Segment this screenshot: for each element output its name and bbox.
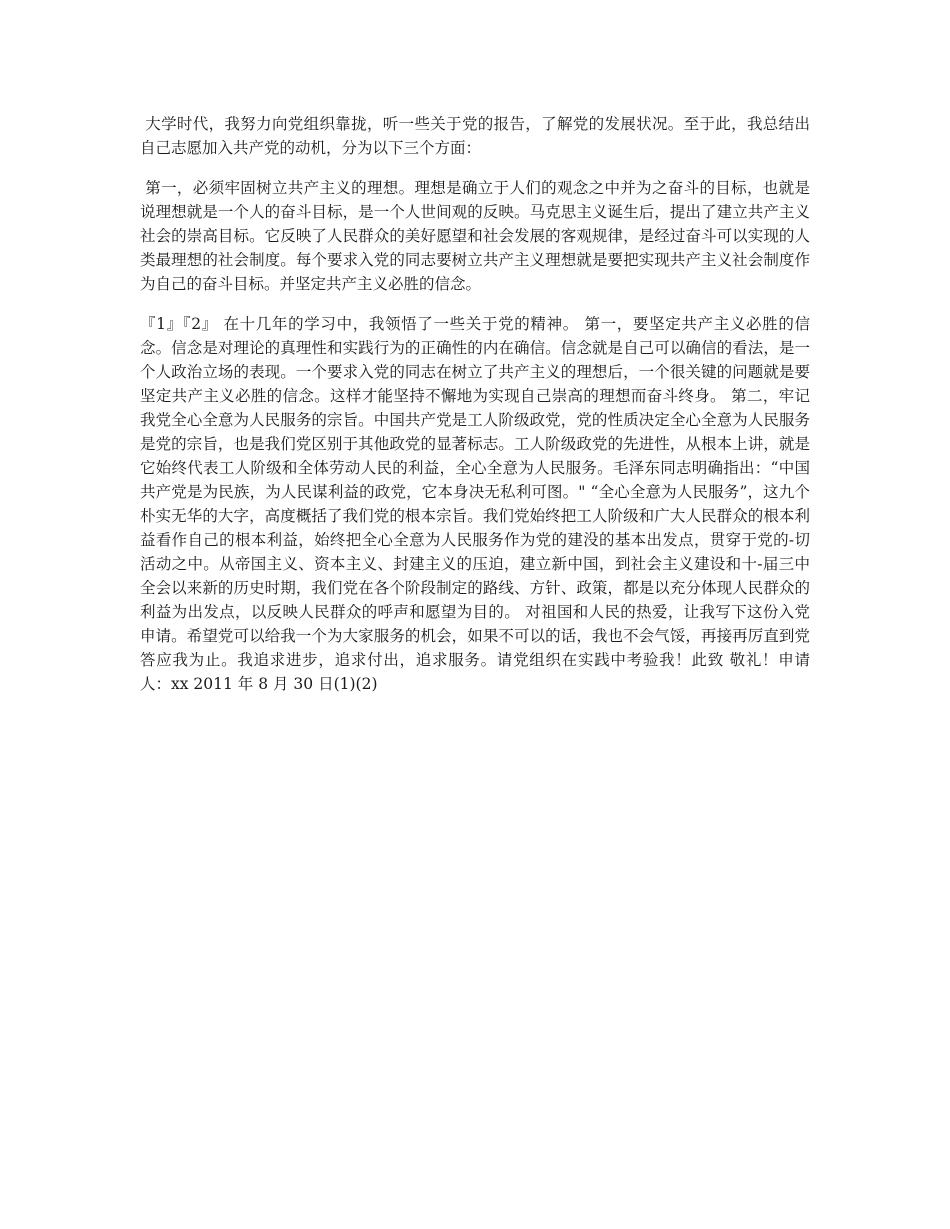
paragraph-faith-and-service: 『1』『2』 在十几年的学习中，我领悟了一些关于党的精神。 第一，要坚定共产主义必胜的信念。信念是对理论的真理性和实践行为的正确性的内在确信。信念就是自己可以确信的看法，是一个人政治立场的表现。一个要求入党的同志在树立了共产主义的理想后，一个很关键的问题就是要坚定共产主义必胜的信念。这样才能坚持不懈地为实现自己崇高的理想而奋斗终身。 第二，牢记我党全心全意为人民服务的宗旨。中国共产党是工人阶级政党，党的性质决定全心全意为人民服务是党的宗旨，也是我们党区别于其他政党的显著标志。工人阶级政党的先进性，从根本上讲，就是它始终代表工人阶级和全体劳动人民的利益，全心全意为人民服务。毛泽东同志明确指出：“中国共产党是为民族，为人民谋利益的政党，它本身决无私利可图。" “全心全意为人民服务”，这九个朴实无华的大字，高度概括了我们党的根本宗旨。我们党始终把工人阶级和广大人民群众的根本利益看作自己的根本利益，始终把全心全意为人民服务作为党的建没的基本出发点，贯穿于党的-切活动之中。从帝国主义、资本主义、封建主义的压迫，建立新中国，到社会主义建设和十-届三中全会以来新的历史时期，我们党在各个阶段制定的路线、方针、政策，都是以充分体现人民群众的利益为出发点，以反映人民群众的呼声和愿望为目的。 对祖国和人民的热爱，让我写下这份入党申请。希望党可以给我一个为大家服务的机会，如果不可以的话，我也不会气馁，再接再厉直到党答应我为止。我追求进步，追求付出，追求服务。请党组织在实践中考验我！此致 敬礼！申请人：xx 2011 年 8 月 30 日(1)(2) <box>140 315 810 693</box>
document-body <box>140 112 810 712</box>
paragraph-communist-ideal: 第一，必须牢固树立共产主义的理想。理想是确立于人们的观念之中并为之奋斗的目标，也就是说理想就是一个人的奋斗目标，是一个人世间观的反映。马克思主义诞生后，提出了建立共产主义社会的崇高目标。它反映了人民群众的美好愿望和社会发展的客观规律，是经过奋斗可以实现的人类最理想的社会制度。每个要求入党的同志要树立共产主义理想就是要把实现共产主义社会制度作为自己的奋斗目标。并坚定共产主义必胜的信念。 <box>140 179 810 293</box>
paragraph-motivation-intro: 大学时代，我努力向党组织靠拢，听一些关于党的报告，了解党的发展状况。至于此，我总结出自己志愿加入共产党的动机，分为以下三个方面： <box>140 115 810 157</box>
